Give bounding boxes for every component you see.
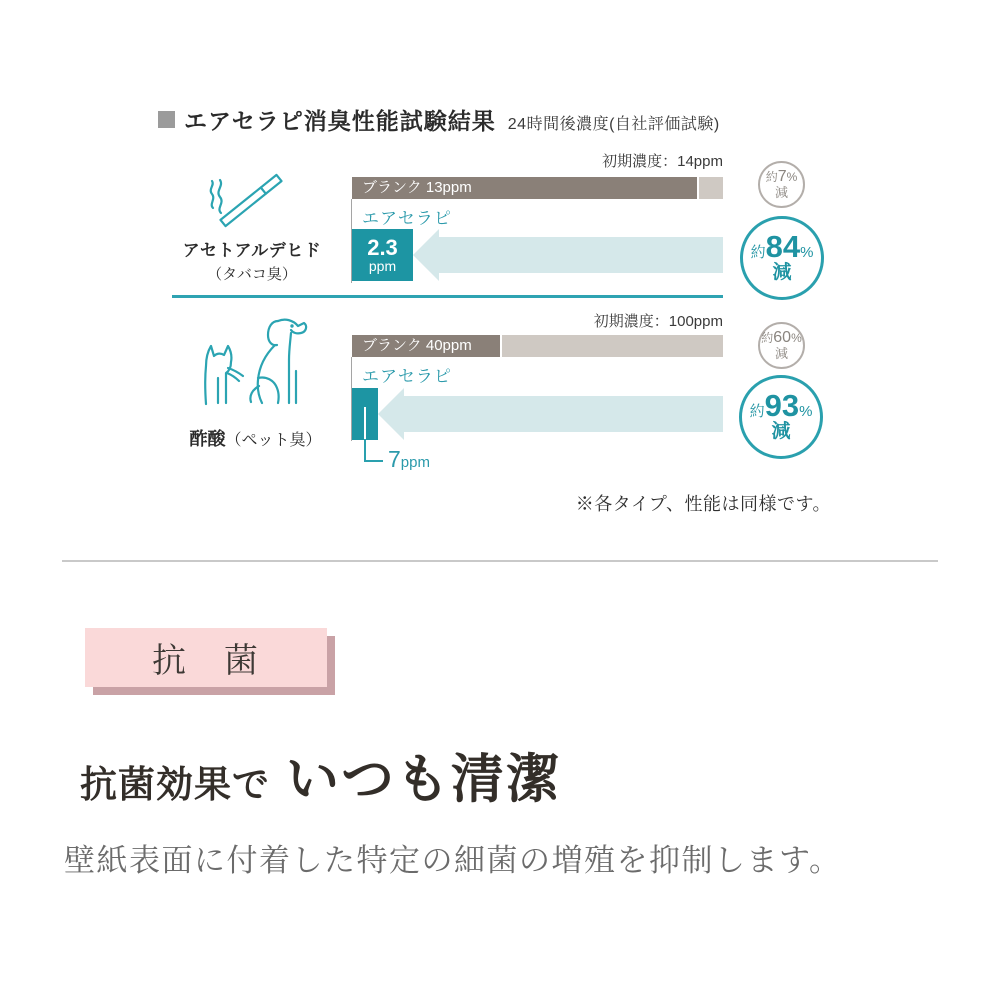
section-divider-teal [172,295,723,298]
blank-bar-remainder [699,177,724,199]
arrow-left-icon [378,388,404,440]
blank-bar [352,177,723,199]
antibacterial-description: 壁紙表面に付着した特定の細菌の増殖を抑制します。 [64,843,842,878]
substance-block-acetic-acid [178,316,333,451]
heading-main: いつも清潔 [286,750,561,809]
blank-bar-remainder [502,335,723,357]
product-bar-row [352,388,723,440]
arrow-body [404,396,723,432]
substance-note: （ペット臭） [225,432,322,449]
substance-name: 酢酸 [189,429,226,449]
product-value: 2.3 [367,235,398,261]
callout-line-vertical [364,439,366,462]
cat-dog-icon [186,316,326,411]
blank-bar-fill: ブランク 40ppm [352,335,500,357]
horizontal-divider [62,560,938,562]
cigarette-icon [206,165,298,231]
product-series-label: エアセラピ [362,209,452,228]
antibacterial-badge: 抗 菌 [85,628,327,687]
blank-reduction-badge: 約60% 減 [758,322,805,369]
arrow-left-icon [413,229,439,281]
blank-bar [352,335,723,357]
product-reduction-badge: 約93% 減 [739,375,823,459]
product-series-label: エアセラピ [362,367,452,386]
product-bar [352,229,413,281]
antibacterial-heading [80,737,561,813]
chart-title: エアセラピ消臭性能試験結果 [184,108,496,134]
footnote: ※各タイプ、性能は同様です。 [575,494,831,514]
chart-subtitle: 24時間後濃度(自社評価試験) [507,116,720,133]
substance-name: アセトアルデヒド [182,241,322,260]
substance-block-acetaldehyde [172,165,332,284]
arrow-body [439,237,723,273]
blank-bar-fill: ブランク 13ppm [352,177,697,199]
product-unit: ppm [368,258,397,275]
initial-concentration-label: 初期濃度：100ppm [593,313,723,330]
product-reduction-badge: 約84% 減 [740,216,824,300]
title-square-bullet [158,111,175,128]
substance-note: （タバコ臭） [207,266,297,283]
blank-reduction-badge: 約7% 減 [758,161,805,208]
callout-line-horizontal [364,460,383,462]
callout-tick [364,407,366,439]
product-bar-row [352,229,723,281]
initial-concentration-label: 初期濃度：14ppm [602,153,723,170]
product-value-callout: 7ppm [388,446,430,472]
chart-title-row [158,103,720,136]
heading-lead: 抗菌効果で [80,764,270,805]
